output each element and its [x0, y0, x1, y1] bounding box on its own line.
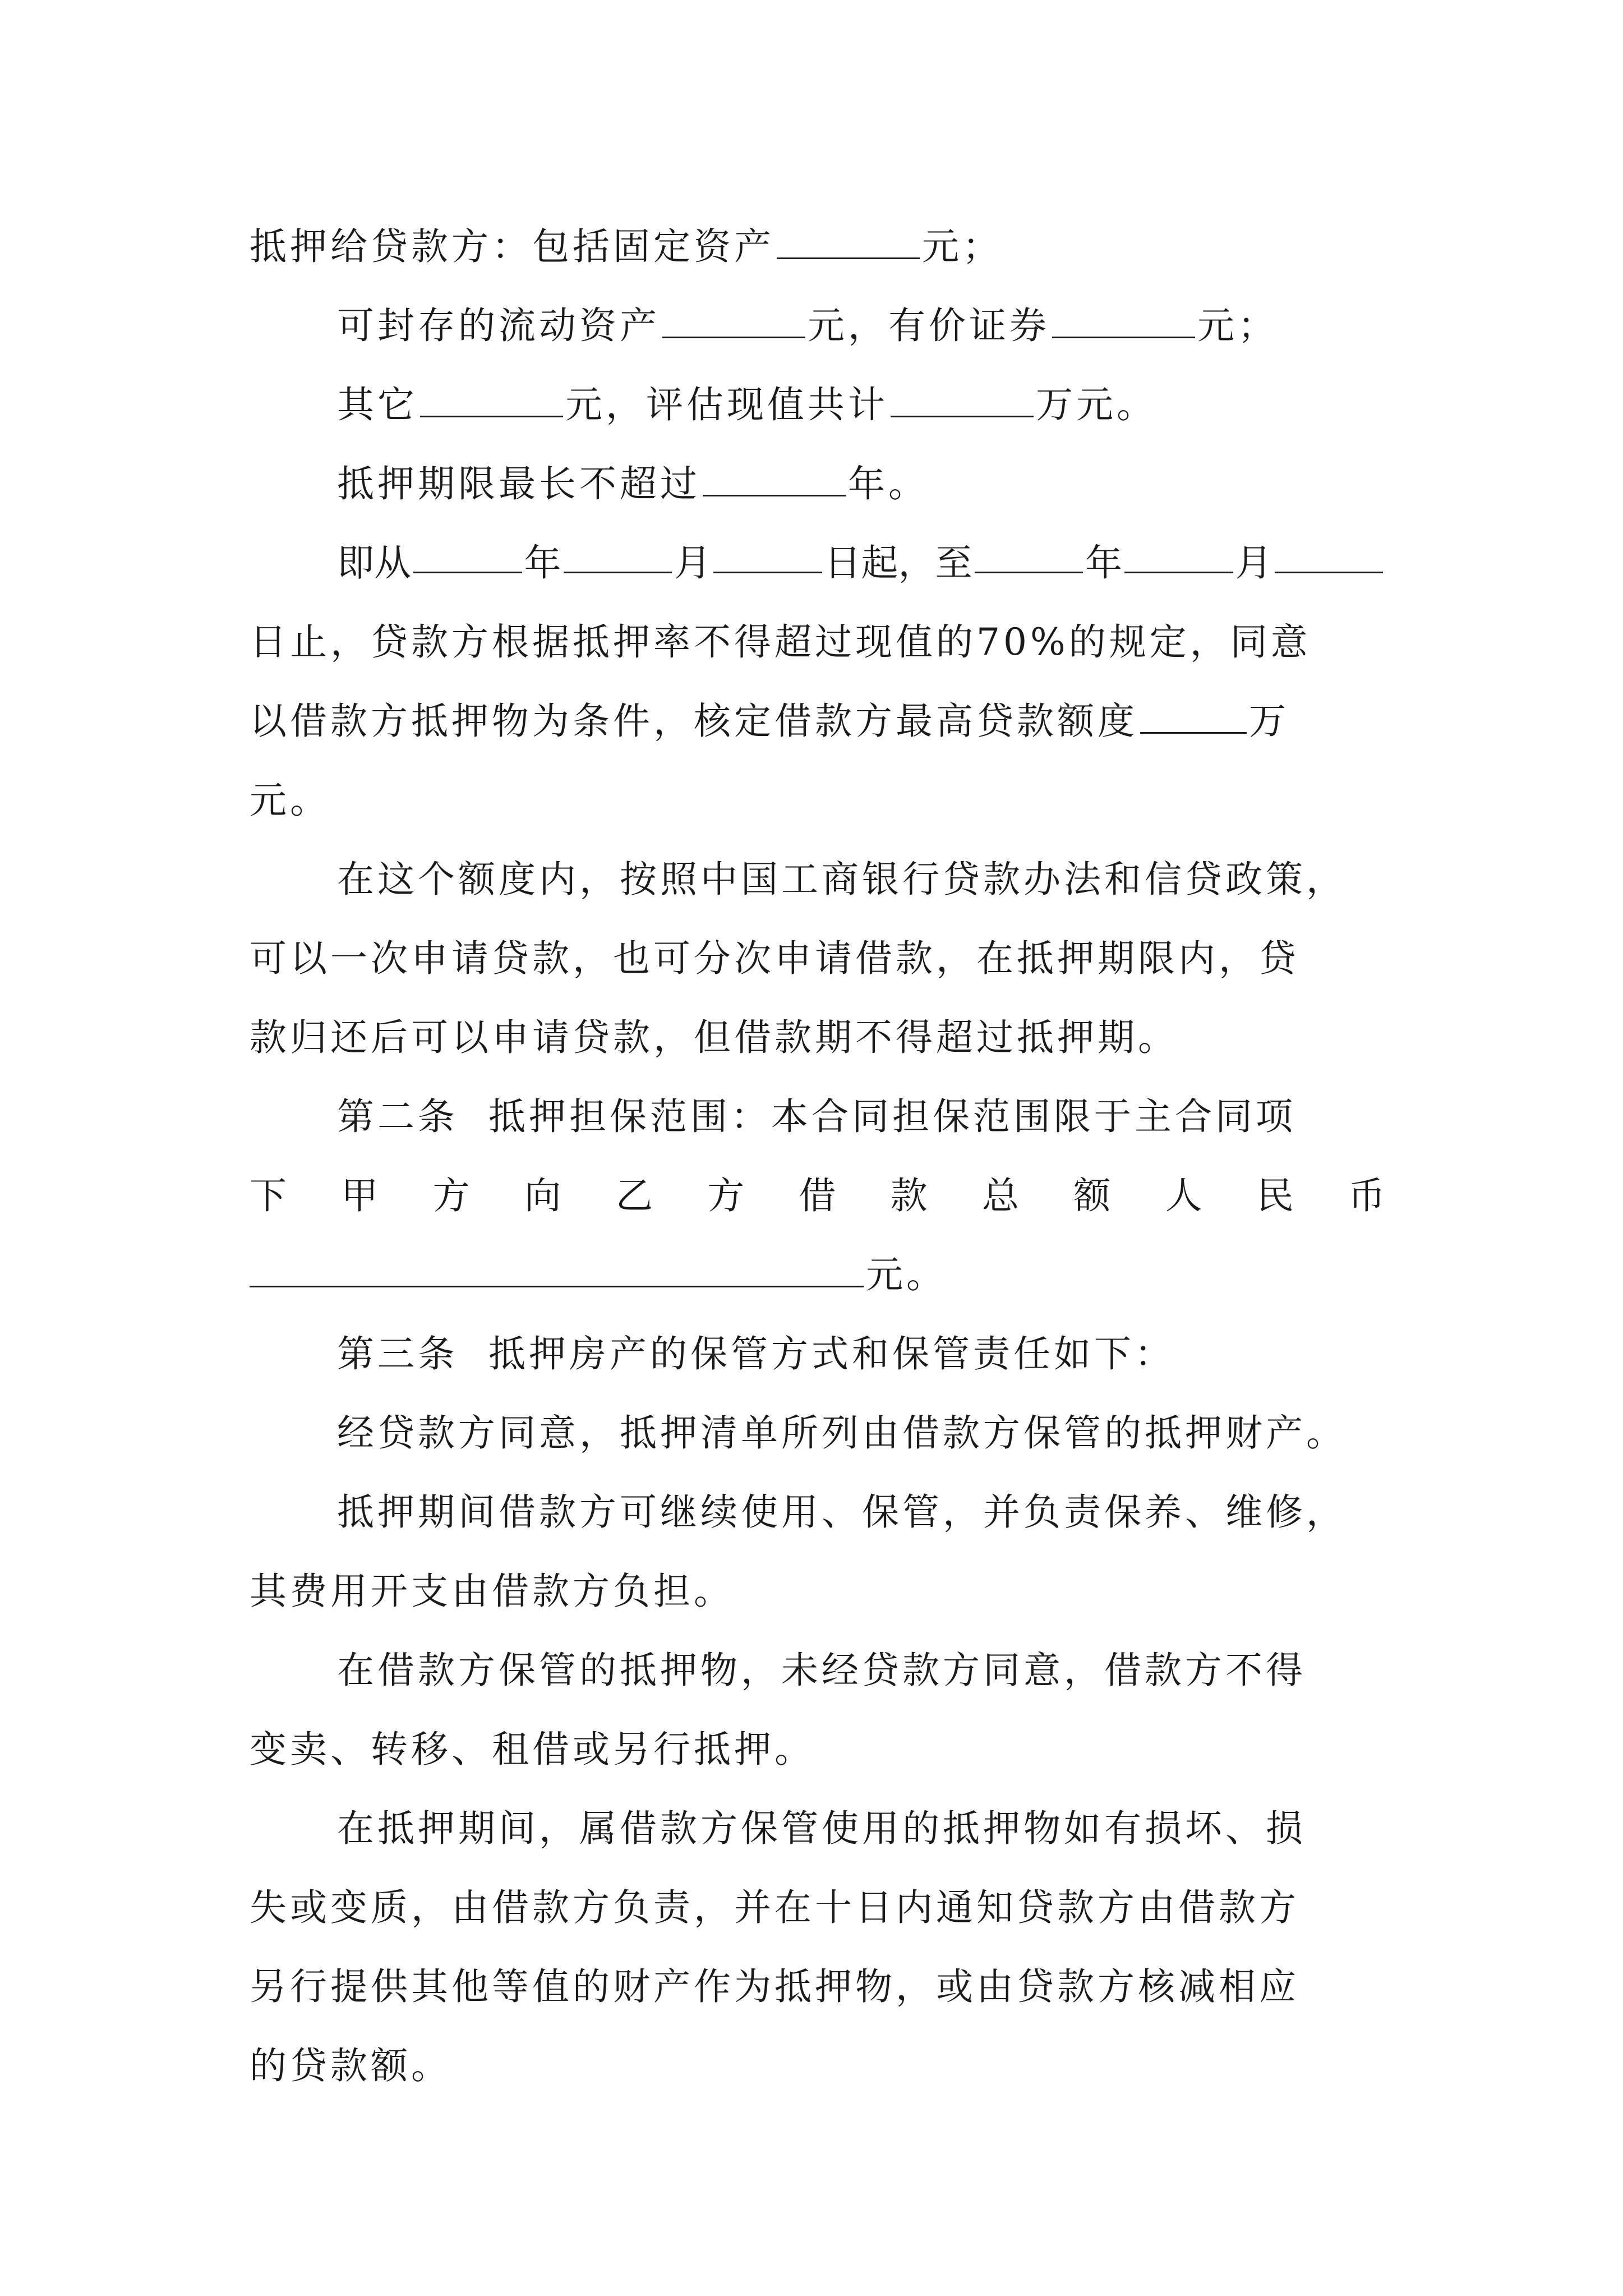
text-line	[250, 1011, 1385, 1065]
text-line	[250, 615, 1385, 669]
text-line	[337, 299, 1385, 353]
text-segment: 元，有价证券	[808, 304, 1050, 347]
text-line	[337, 536, 1385, 590]
spread-char: 总	[982, 1174, 1019, 1217]
text-segment: 万	[1249, 700, 1289, 743]
text-segment: 在借款方保管的抵押物，未经贷款方同意，借款方不得	[337, 1649, 1306, 1692]
text-segment: 万元。	[1036, 383, 1157, 426]
fill-in-blank	[1140, 697, 1247, 734]
text-segment: 抵押期限最长不超过	[337, 462, 700, 505]
text-segment: 变卖、转移、租借或另行抵押。	[250, 1728, 815, 1771]
text-segment: 元。	[250, 779, 330, 822]
fill-in-blank	[891, 380, 1034, 417]
text-segment: 月	[1235, 541, 1272, 585]
text-segment: 月	[674, 541, 711, 585]
fill-in-blank	[1124, 536, 1233, 573]
text-line	[250, 1248, 1385, 1302]
text-line	[337, 378, 1385, 432]
fill-in-blank	[250, 1250, 864, 1287]
fill-in-blank	[975, 536, 1083, 573]
spread-char: 款	[890, 1174, 928, 1217]
text-line	[337, 457, 1385, 511]
fill-in-blank	[564, 536, 672, 573]
text-line	[250, 1565, 1385, 1618]
text-segment: 元。	[866, 1253, 947, 1296]
text-segment: 其费用开支由借款方负担。	[250, 1570, 734, 1613]
fill-in-blank	[777, 222, 920, 259]
text-segment: 的贷款额。	[250, 2044, 451, 2087]
text-segment: 即从	[337, 541, 411, 585]
spread-char: 人	[1165, 1174, 1202, 1217]
text-segment: 另行提供其他等值的财产作为抵押物，或由贷款方核减相应	[250, 1965, 1299, 2008]
text-line	[337, 1406, 1385, 1460]
text-segment: 以借款方抵押物为条件，核定借款方最高贷款额度	[250, 700, 1138, 743]
text-line	[250, 1169, 1385, 1223]
article-heading-line	[337, 1327, 1385, 1381]
text-segment: 在这个额度内，按照中国工商银行贷款办法和信贷政策，	[337, 858, 1347, 901]
spread-char: 方	[432, 1174, 470, 1217]
text-segment: 元；	[1197, 304, 1278, 347]
text-line	[250, 220, 1385, 274]
spread-char: 民	[1256, 1174, 1294, 1217]
spread-char: 乙	[616, 1174, 653, 1217]
text-segment: 经贷款方同意，抵押清单所列由借款方保管的抵押财产。	[337, 1411, 1347, 1455]
text-line	[250, 2039, 1385, 2093]
spread-char: 下	[250, 1174, 287, 1217]
spread-char: 方	[707, 1174, 745, 1217]
fill-in-blank	[662, 301, 805, 338]
text-segment: 在抵押期间，属借款方保管使用的抵押物如有损坏、损	[337, 1807, 1306, 1850]
spread-char: 额	[1073, 1174, 1111, 1217]
spread-char: 甲	[341, 1174, 379, 1217]
text-line	[337, 1802, 1385, 1856]
text-line	[250, 774, 1385, 827]
text-segment: 元，评估现值共计	[565, 383, 888, 426]
text-line	[250, 1881, 1385, 1935]
fill-in-blank	[420, 380, 563, 417]
text-segment: 抵押给贷款方：包括固定资产	[250, 225, 774, 268]
text-line	[337, 1644, 1385, 1697]
fill-in-blank	[713, 536, 822, 573]
text-line	[250, 694, 1385, 748]
text-segment: 第三条 抵押房产的保管方式和保管责任如下：	[337, 1332, 1175, 1375]
text-segment: 可封存的流动资产	[337, 304, 660, 347]
article-heading-line	[337, 1090, 1385, 1144]
fill-in-blank	[1275, 536, 1384, 573]
text-segment: 其它	[337, 383, 418, 426]
text-line	[250, 1960, 1385, 2014]
text-line	[337, 853, 1385, 907]
text-segment: 年	[1085, 541, 1122, 585]
text-line	[337, 1485, 1385, 1539]
text-segment: 失或变质，由借款方负责，并在十日内通知贷款方由借款方	[250, 1886, 1299, 1929]
fill-in-blank	[413, 536, 522, 573]
text-line	[250, 932, 1385, 986]
text-segment: 日止，贷款方根据抵押率不得超过现值的70%的规定，同意	[250, 620, 1311, 664]
text-segment: 元；	[922, 225, 1003, 268]
spread-char: 向	[524, 1174, 561, 1217]
text-segment: 日起，至	[824, 541, 972, 585]
text-segment: 第二条 抵押担保范围：本合同担保范围限于主合同项	[337, 1095, 1296, 1138]
text-segment: 年	[524, 541, 561, 585]
fill-in-blank	[1052, 301, 1195, 338]
text-segment: 可以一次申请贷款，也可分次申请借款，在抵押期限内，贷	[250, 937, 1299, 980]
text-line	[250, 1723, 1385, 1777]
text-segment: 款归还后可以申请贷款，但借款期不得超过抵押期。	[250, 1016, 1178, 1059]
text-segment: 抵押期间借款方可继续使用、保管，并负责保养、维修，	[337, 1490, 1347, 1534]
fill-in-blank	[703, 459, 846, 496]
text-segment: 年。	[848, 462, 929, 505]
spread-char: 借	[799, 1174, 836, 1217]
spread-char: 币	[1348, 1174, 1385, 1217]
